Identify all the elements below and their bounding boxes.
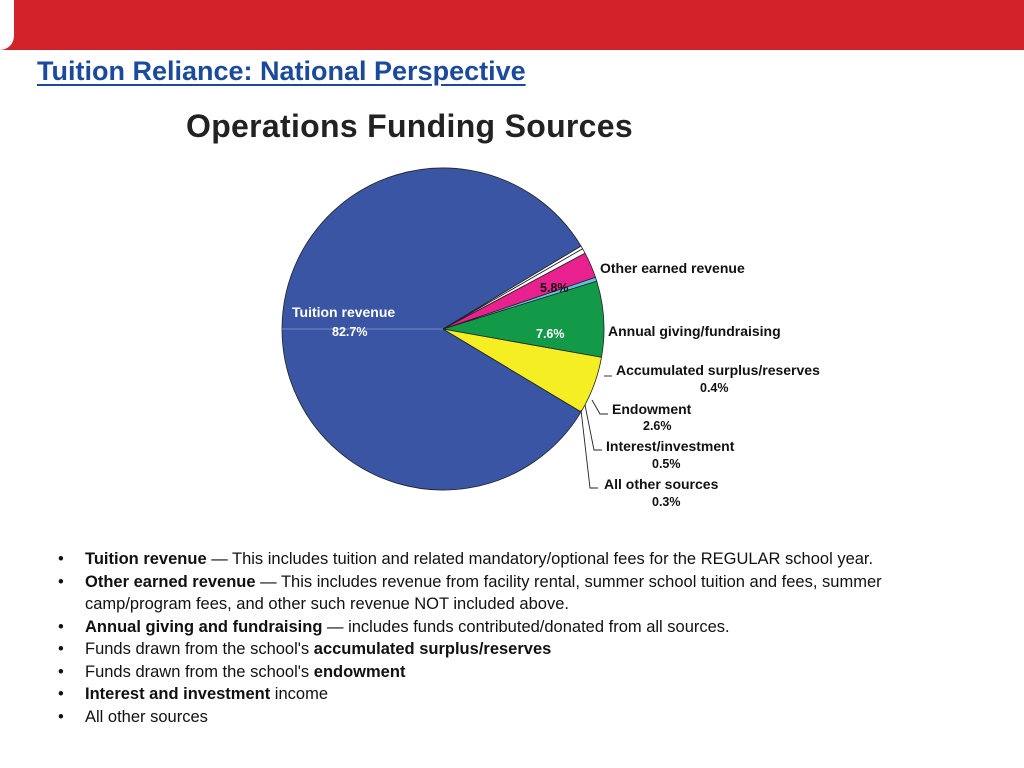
slice-value-other-earned-revenue: 5.8% — [540, 281, 569, 295]
slide-title: Tuition Reliance: National Perspective — [37, 56, 526, 86]
slice-label-all-other-sources: All other sources — [604, 476, 719, 492]
leader-line-other-sources — [581, 410, 598, 488]
slice-value-accumulated-surplus: 0.4% — [700, 381, 729, 395]
slice-value-tuition-revenue: 82.7% — [332, 325, 368, 339]
chart-title: Operations Funding Sources — [186, 108, 633, 144]
bullet-item: • Funds drawn from the school's accumulated surplus/reserves — [58, 640, 552, 658]
bullet-item: • Tuition revenue — This includes tuition and related mandatory/optional fees for the REGULAR school year. — [58, 550, 874, 568]
bullet-item: • All other sources — [58, 707, 208, 726]
bullet-item: • Annual giving and fundraising — includes funds contributed/donated from all sources. — [58, 617, 730, 636]
slice-label-endowment: Endowment — [612, 401, 692, 417]
slice-label-interest-investment: Interest/investment — [606, 438, 735, 454]
slice-label-other-earned-revenue: Other earned revenue — [600, 260, 745, 276]
bullet-item: • Other earned revenue — This includes revenue from facility rental, summer school tuition and fees, summer camp/program fees, and other such revenue NOT included above. — [58, 572, 882, 613]
slice-value-all-other-sources: 0.3% — [652, 495, 681, 509]
bullet-item: • Funds drawn from the school's endowment — [58, 662, 406, 681]
slice-value-interest-investment: 0.5% — [652, 457, 681, 471]
slice-value-endowment: 2.6% — [643, 419, 672, 433]
leader-line-interest — [585, 405, 602, 450]
definitions-list — [58, 548, 938, 728]
slice-label-accumulated-surplus: Accumulated surplus/reserves — [616, 362, 820, 378]
leader-line-endowment — [592, 400, 608, 414]
slice-label-annual-giving: Annual giving/fundraising — [608, 323, 781, 339]
bullet-item: • Interest and investment income — [58, 685, 328, 703]
slice-value-annual-giving: 7.6% — [536, 327, 565, 341]
slice-label-tuition-revenue: Tuition revenue — [292, 304, 396, 320]
